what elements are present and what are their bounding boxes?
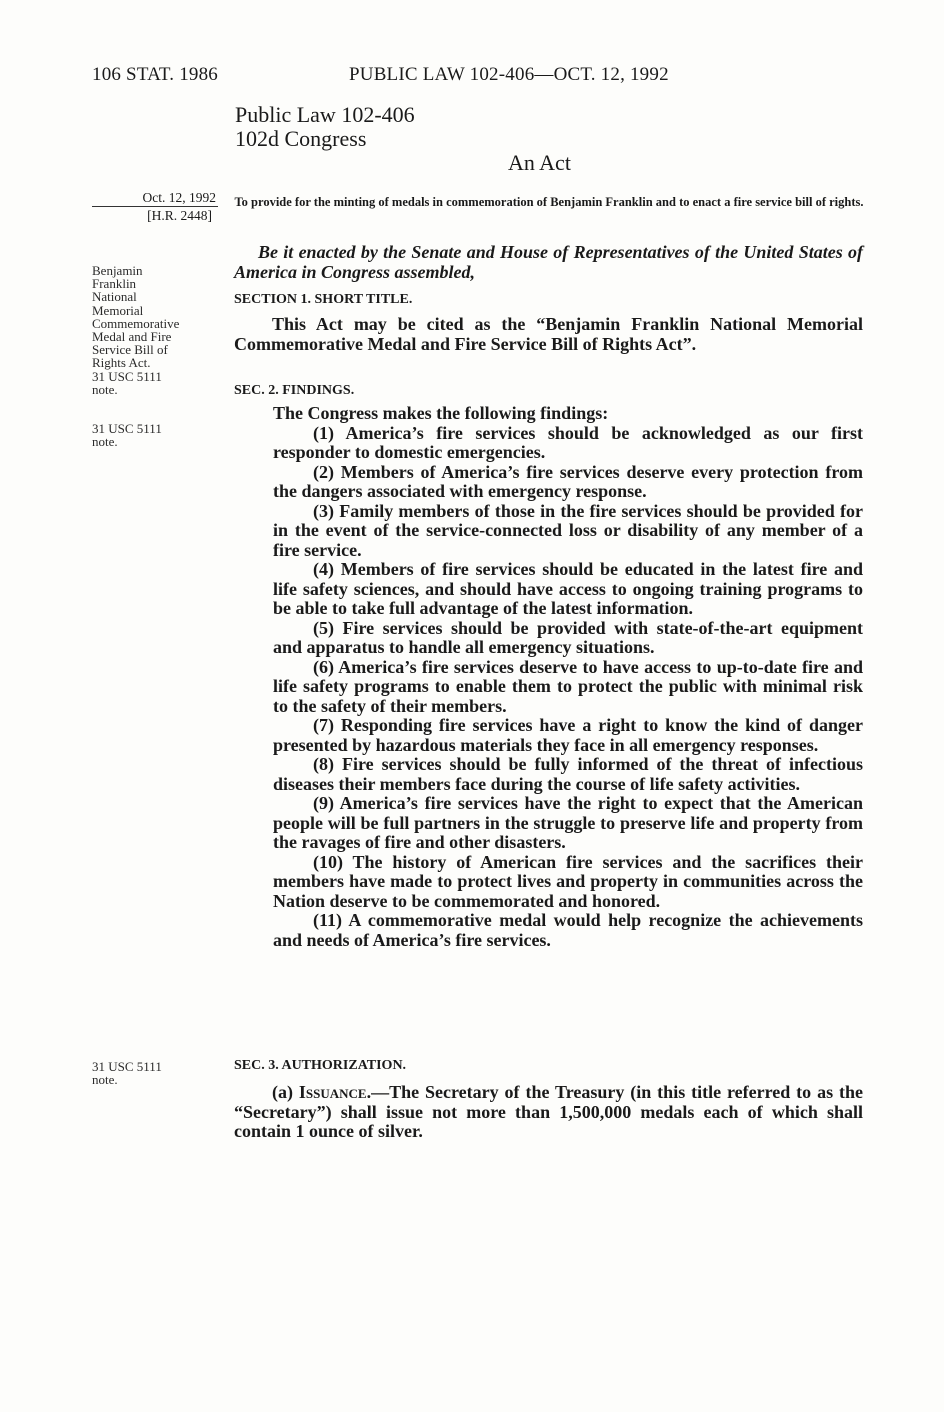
margin-line: Medal and Fire [92,329,172,345]
margin-line: National [92,289,137,305]
margin-line: Commemorative [92,315,180,331]
margin-line: Franklin [92,276,137,292]
finding-item: (1) America’s fire services should be acknowledged as our first responder to domestic emergencies. [273,422,863,462]
margin-line: 31 USC 5111 [92,421,162,436]
finding-item: (7) Responding fire services have a right to know the kind of danger presented by hazardous materials they face in all emergency responses. [273,715,863,755]
short-title-margin-note [92,264,222,396]
section-2-heading: SEC. 2. FINDINGS. [234,383,355,398]
enacting-clause [234,243,863,282]
margin-line: Benjamin [92,263,143,278]
findings-margin-note [92,422,212,448]
margin-line: note. [92,1072,118,1088]
finding-item: (10) The history of American fire services and the sacrifices their members have made to protect lives and property in communities across the Nation deserve to be commemorated and honored. [273,851,863,911]
section-3-subsection-a [234,1083,863,1142]
law-title-block [235,103,415,151]
authorization-margin-note [92,1060,212,1086]
an-act-heading: An Act [508,150,571,175]
finding-item: (2) Members of America’s fire services deserve every protection from the dangers associated with emergency response. [273,461,863,501]
date-margin-note [92,189,218,224]
page-stat-citation: 106 STAT. 1986 [92,64,219,85]
finding-item: (11) A commemorative medal would help recognize the achievements and needs of America’s fire services. [273,910,863,950]
margin-line: 31 USC 5111 [92,368,162,384]
bill-number: [H.R. 2448] [147,208,212,223]
enacting-clause-text: Be it enacted by the Senate and House of Representatives of the United States of America in Congress assembled, [234,242,863,282]
finding-item: (6) America’s fire services deserve to have access to up-to-date fire and life safety programs to enable them to protect the public with minimal risk to the safety of their members. [273,656,863,716]
purpose-statement: To provide for the minting of medals in commemoration of Benjamin Franklin and to enact a fire service bill of rights. [234,195,864,209]
law-number: Public Law 102-406 [235,102,415,127]
running-header-title: PUBLIC LAW 102-406—OCT. 12, 1992 [349,64,669,85]
congress-number: 102d Congress [235,126,367,151]
finding-item: (5) Fire services should be provided with state-of-the-art equipment and apparatus to handle all emergency situations. [273,617,863,657]
section-1-text: This Act may be cited as the “Benjamin Franklin National Memorial Commemorative Medal and Fire Service Bill of Rights Act”. [234,314,863,354]
section-1-heading: SECTION 1. SHORT TITLE. [234,292,413,307]
finding-item: (8) Fire services should be fully informed of the threat of infectious diseases their members face during the course of life safety activities. [273,754,863,794]
finding-item: (3) Family members of those in the fire services should be provided for in the event of the service-connected loss or disability of any member of a fire service. [273,500,863,560]
finding-item: (4) Members of fire services should be educated in the latest fire and life safety sciences, and should have access to ongoing training programs to be able to take full advantage of the latest information. [273,559,863,618]
enactment-date: Oct. 12, 1992 [92,189,218,207]
findings-list [273,404,863,950]
subsection-caption: Issuance. [298,1082,372,1102]
subsection-text: —The Secretary of the Treasury (in this title referred to as the “Secretary”) shall issue not more than 1,500,000 medals each of which shall contain 1 ounce of silver. [234,1082,863,1141]
findings-intro: The Congress makes the following findings: [273,403,609,423]
section-3-heading: SEC. 3. AUTHORIZATION. [234,1058,407,1073]
subsection-label: (a) [272,1082,299,1102]
finding-item: (9) America’s fire services have the right to expect that the American people will be full partners in the struggle to preserve life and property from the ravages of fire and other disasters. [273,793,863,852]
margin-line: note. [92,381,118,397]
margin-line: Memorial [92,302,144,318]
margin-line: note. [92,434,118,450]
margin-line: 31 USC 5111 [92,1059,162,1074]
margin-line: Service Bill of [92,342,168,358]
margin-line: Rights Act. [92,355,151,371]
